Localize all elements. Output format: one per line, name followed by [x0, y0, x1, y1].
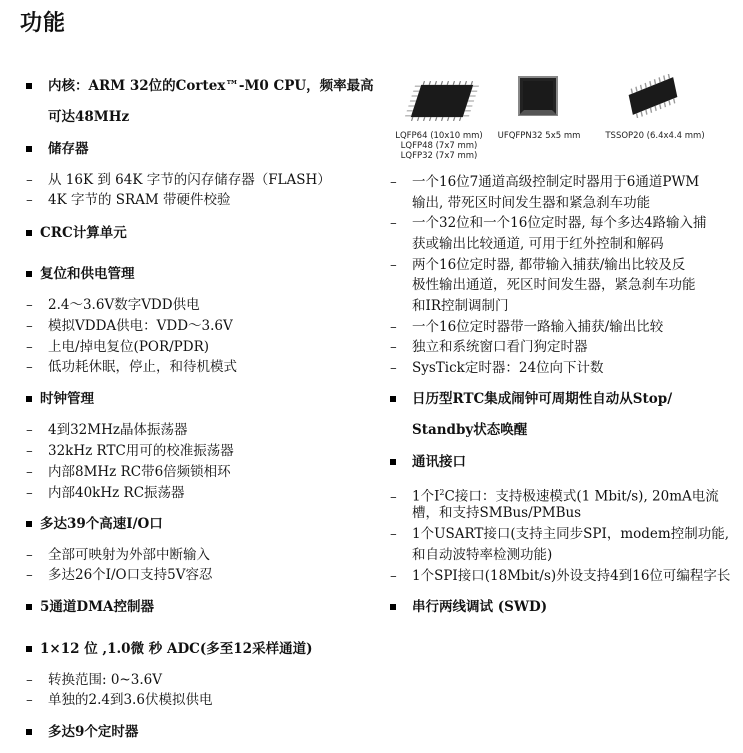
list-item: – 1个USART接口(支持主同步SPI，modem控制功能, [390, 526, 729, 542]
bullet-icon [26, 83, 32, 89]
bullet-icon [26, 521, 32, 527]
list-item-cont: 和IR控制调制门 [412, 298, 509, 314]
reset-power-heading: 复位和供电管理 [26, 264, 135, 284]
clock-heading: 时钟管理 [26, 389, 94, 409]
crc-heading: CRC计算单元 [26, 223, 127, 243]
list-item: – SysTick定时器：24位向下计数 [390, 360, 604, 376]
list-item: – 一个16位定时器带一路输入捕获/输出比较 [390, 319, 664, 335]
list-item: – 2.4～3.6V数字VDD供电 [26, 297, 200, 313]
tssop20-chip-icon [622, 74, 684, 118]
list-item-cont: 槽，和支持SMBus/PMBus [412, 505, 582, 521]
list-item: – 单独的2.4到3.6伏模拟供电 [26, 692, 213, 708]
core-heading-cont: 可达48MHz [48, 109, 130, 125]
bullet-icon [26, 646, 32, 652]
core-label: 内核：ARM 32位的Cortex™-M0 CPU，频率最高 [48, 78, 374, 94]
list-item: – 一个16位7通道高级控制定时器用于6通道PWM [390, 174, 700, 190]
bullet-icon [390, 604, 396, 610]
lqfp64-chip-icon [402, 72, 482, 130]
list-item: – 内部8MHz RC带6倍频锁相环 [26, 464, 231, 480]
list-item: – 独立和系统窗口看门狗定时器 [390, 339, 588, 355]
list-item: – 多达26个I/O口支持5V容忍 [26, 567, 213, 583]
core-heading [26, 76, 374, 96]
bullet-icon [390, 396, 396, 402]
page-title: 功能 [20, 11, 67, 36]
list-item: – 32kHz RTC用可的校准振荡器 [26, 443, 234, 459]
swd-heading: 串行两线调试 (SWD) [390, 597, 547, 617]
dma-heading: 5通道DMA控制器 [26, 597, 154, 617]
lqfp-package-label: LQFP64 (10x10 mm) LQFP48 (7x7 mm) LQFP32 (7x7 mm) [395, 131, 483, 161]
bullet-icon [26, 146, 32, 152]
list-item: – 内部40kHz RC振荡器 [26, 485, 185, 501]
list-item: – 一个32位和一个16位定时器, 每个多达4路输入捕 [390, 215, 707, 231]
comms-heading: 通讯接口 [390, 452, 466, 472]
bullet-icon [26, 604, 32, 610]
adc-heading: 1×12 位 ,1.0微 秒 ADC(多至12采样通道) [26, 639, 312, 659]
rtc-heading-cont: Standby状态唤醒 [412, 422, 528, 438]
list-item: – 模拟VDDA供电：VDD～3.6V [26, 318, 233, 334]
ufqfpn32-package-label: UFQFPN32 5x5 mm [497, 131, 581, 141]
list-item: – 1个SPI接口(18Mbit/s)外设支持4到16位可编程字长 [390, 568, 731, 584]
list-item-cont: 获或输出比较通道, 可用于红外控制和解码 [412, 236, 664, 252]
tssop20-package-label: TSSOP20 (6.4x4.4 mm) [605, 131, 705, 141]
list-item: – 从 16K 到 64K 字节的闪存储存器（FLASH） [26, 172, 331, 188]
list-item: – 1个$I^2C$接口：支持极速模式(1 Mbit/s), 20mA电流 [390, 488, 719, 505]
list-item: – 转换范围: 0~3.6V [26, 672, 162, 688]
list-item-cont: 极性输出通道，死区时间发生器，紧急刹车功能 [412, 277, 696, 293]
list-item: – 4K 字节的 SRAM 带硬件校验 [26, 192, 231, 208]
timers-heading: 多达9个定时器 [26, 722, 138, 742]
list-item: – 两个16位定时器, 都带输入捕获/输出比较及反 [390, 257, 686, 273]
list-item: – 全部可映射为外部中断输入 [26, 547, 210, 563]
ufqfpn32-chip-icon [516, 74, 560, 118]
list-item-cont: 和自动波特率检测功能) [412, 547, 553, 563]
rtc-heading: 日历型RTC集成闹钟可周期性自动从Stop/ [390, 389, 672, 409]
bullet-icon [26, 271, 32, 277]
memory-heading: 储存器 [26, 139, 89, 159]
list-item: – 上电/掉电复位(POR/PDR) [26, 339, 210, 355]
list-item: – 低功耗休眠，停止，和待机模式 [26, 359, 237, 375]
bullet-icon [26, 396, 32, 402]
list-item-cont: 输出, 带死区时间发生器和紧急刹车功能 [412, 195, 651, 211]
bullet-icon [26, 230, 32, 236]
list-item: – 4到32MHz晶体振荡器 [26, 422, 188, 438]
io-heading: 多达39个高速I/O口 [26, 514, 163, 534]
bullet-icon [390, 459, 396, 465]
bullet-icon [26, 729, 32, 735]
